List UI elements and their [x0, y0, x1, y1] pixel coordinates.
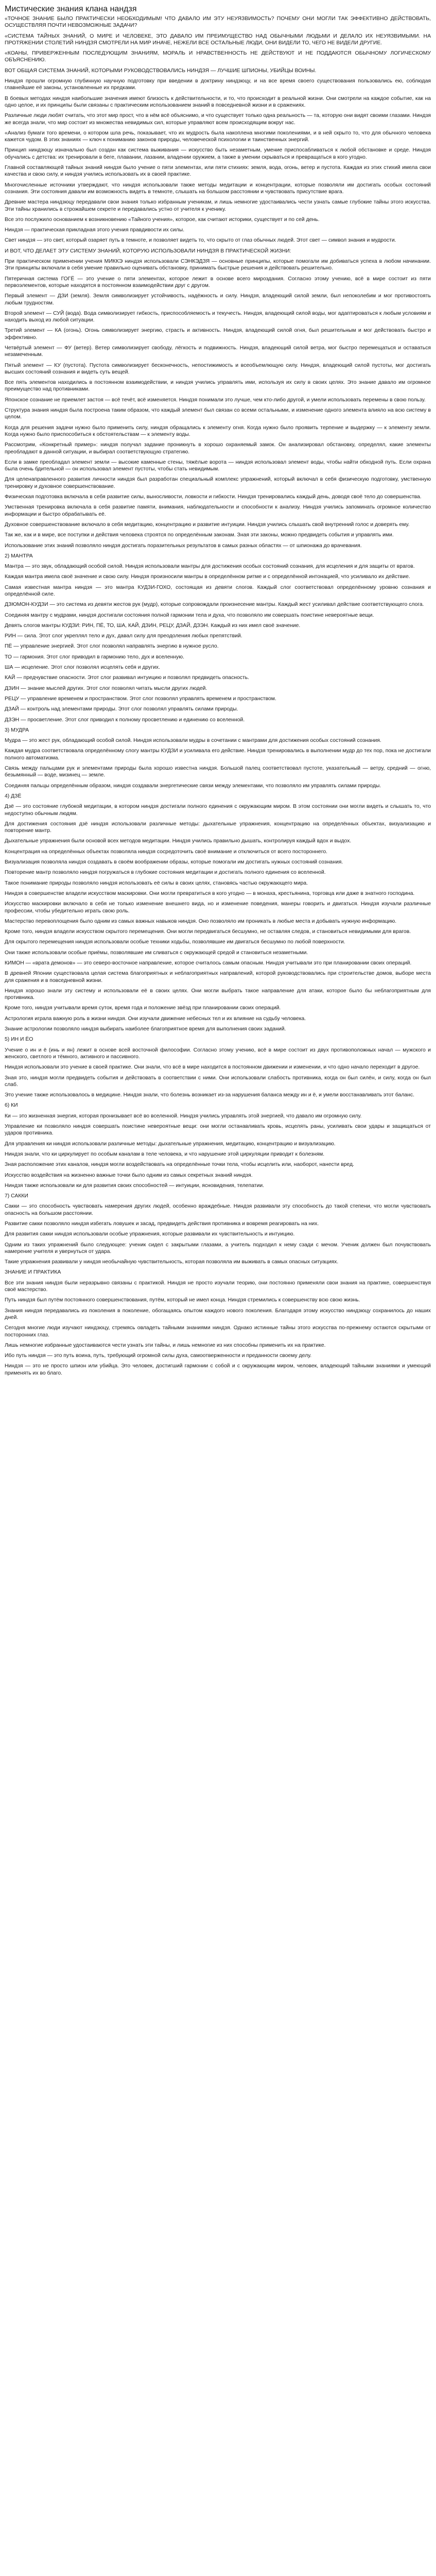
- article-paragraph: Ибо путь ниндзя — это путь воина, путь, требующий огромной силы духа, самоотверженности и преданности своему делу.: [5, 1353, 312, 1359]
- article-paragraph: Ниндзя в совершенстве владели искусством маскировки. Они могли превратиться в кого угодно — в монаха, крестьянина, торговца или даже в знатного господина.: [5, 890, 415, 896]
- article-paragraph: Учение о ин и ё (инь и ян) лежит в основе всей восточной философии. Согласно этому учению, всё в мире состоит из двух противоположных начал — мужского и женского, светлого и тёмного, активного и пассивного.: [5, 1047, 431, 1060]
- article-paragraph: Ниндзя использовали это учение в своей практике. Они знали, что всё в мире находится в постоянном движении и изменении, и что одно начало переходит в другое.: [5, 1064, 420, 1071]
- article-paragraph: Для целенаправленного развития личности ниндзя был разработан специальный комплекс упражнений, который включал в себя физическую подготовку, умственную тренировку и духовное совершенствование.: [5, 477, 431, 489]
- article-paragraph: РИН — сила. Этот слог укреплял тело и дух, давал силу для преодоления любых препятствий.: [5, 633, 242, 639]
- article-paragraph: Концентрация на определённых объектах позволяла ниндзя сосредоточить своё внимание и отключиться от всего постороннего.: [5, 849, 328, 855]
- article-paragraph: Использование этих знаний позволяло ниндзя достигать поразительных результатов в самых разных областях — от шпионажа до врачевания.: [5, 543, 362, 549]
- article-paragraph: В древней Японии существовала целая система благоприятных и неблагоприятных направлений, которой руководствовались при строительстве домов, выборе места для сражения и в повседневной жизни.: [5, 971, 431, 984]
- article-paragraph: 7) САККИ: [5, 1193, 28, 1199]
- article-paragraph: Так же, как и в мире, все поступки и действия человека строятся по определённым законам. Зная эти законы, можно предвидеть события и управлять ими.: [5, 532, 394, 538]
- article-paragraph: Они также использовали особые приёмы, позволявшие им сливаться с окружающей средой и становиться незаметными.: [5, 950, 308, 956]
- article-paragraph: Мудра — это жест рук, обладающий особой силой. Ниндзя использовали мудры в сочетании с мантрами для достижения особых состояний сознания.: [5, 738, 381, 744]
- article-paragraph: Астрология играла важную роль в жизни ниндзя. Они изучали движение небесных тел и их влияние на судьбу человека.: [5, 1015, 306, 1022]
- article-paragraph: Знание астрологии позволяло ниндзя выбирать наиболее благоприятное время для выполнения своих заданий.: [5, 1026, 286, 1032]
- article-paragraph: Ниндзя хорошо знали эту систему и использовали её в своих целях. Они могли выбрать такое направление для атаки, которое было бы неблагоприятным для противника.: [5, 988, 431, 1001]
- article-paragraph: 2) МАНТРА: [5, 553, 33, 559]
- article-paragraph: Ки — это жизненная энергия, которая пронизывает всё во вселенной. Ниндзя учились управлять этой энергией, что давало им огромную силу.: [5, 1113, 362, 1119]
- article-paragraph: Дзё — это состояние глубокой медитации, в котором ниндзя достигали полного единения с окружающим миром. В этом состоянии они могли видеть и слышать то, что недоступно обычным людям.: [5, 804, 431, 817]
- article-paragraph: Ниндзя также использовали ки для развития своих способностей — интуиции, ясновидения, телепатии.: [5, 1182, 265, 1189]
- article-paragraph: Третий элемент — КА (огонь). Огонь символизирует энергию, страсть и активность. Ниндзя, владеющий силой огня, был решительным и мог действовать быстро и эффективно.: [5, 328, 431, 341]
- article-paragraph: Все эти знания ниндзя были неразрывно связаны с практикой. Ниндзя не просто изучали теорию, они постоянно применяли свои знания на практике, совершенствуя своё мастерство.: [5, 1280, 431, 1293]
- article-paragraph: Ниндзя — практическая прикладная этого учения правдивости их силы.: [5, 227, 185, 233]
- article-paragraph: «Анализ бумаги того времени, о котором шла речь, показывает, что их мудрость была накоплена многими поколениями, и в ней скрыто то, что для обычного человека кажется чудом. В этих знаниях — ключ к пониманию законов природы, человеческой психологии и таинственных энергий.: [5, 130, 431, 143]
- article-paragraph: Ниндзя знали, что ки циркулирует по особым каналам в теле человека, и что нарушение этой циркуляции приводит к болезням.: [5, 1151, 325, 1157]
- article-paragraph: Лишь немногие избранные удостаиваются чести узнать эти тайны, и лишь немногие из них способны применить их на практике.: [5, 1342, 326, 1348]
- article-paragraph: ДЗЭН — просветление. Этот слог приводил к полному просветлению и единению со вселенной.: [5, 717, 245, 723]
- article-paragraph: Когда для решения задачи нужно было применить силу, ниндзя обращались к элементу огня. Когда нужно было проявить терпение и выдержку — к элементу земли. Когда нужно было приспособиться к обстоятельствам — к элементу воды.: [5, 425, 431, 437]
- article-paragraph: Ниндзя — это не просто шпион или убийца. Это человек, достигший гармонии с собой и с окружающим миром, человек, владеющий тайными знаниями и умеющий применять их во благо.: [5, 1363, 431, 1376]
- article-paragraph: Для скрытого перемещения ниндзя использовали особые техники ходьбы, позволявшие им двигаться бесшумно по любой поверхности.: [5, 939, 345, 945]
- article-paragraph: Такое понимание природы позволяло ниндзя использовать её силы в своих целях, становясь частью окружающего мира.: [5, 880, 308, 886]
- article-paragraph: Каждая мудра соответствовала определённому слогу мантры КУДЗИ и усиливала его действие. Ниндзя тренировались в выполнении мудр до тех пор, пока не достигали полного автоматизма.: [5, 748, 431, 761]
- article-paragraph: Для развития сакки ниндзя использовали особые упражнения, которые развивали их чувствительность и интуицию.: [5, 1231, 295, 1238]
- article-body: [5, 15, 431, 1377]
- article-paragraph: Главной составляющей тайных знаний ниндзя было учение о пяти элементах, или пяти стихиях: земля, вода, огонь, ветер и пустота. Каждая из этих стихий имела свои качества и свою силу, и ниндзя учились использовать их в своей практике.: [5, 165, 431, 178]
- article-paragraph: ША — исцеление. Этот слог позволял исцелять себя и других.: [5, 665, 161, 671]
- article-paragraph: Девять слогов мантры КУДЗИ: РИН, ПЁ, ТО, ША, КАЙ, ДЗИН, РЕЦУ, ДЗАЙ, ДЗЭН. Каждый из них имел своё значение.: [5, 622, 301, 629]
- article-paragraph: Визуализация позволяла ниндзя создавать в своём воображении образы, которые помогали им достигать нужных состояний сознания.: [5, 859, 343, 866]
- article-paragraph: 5) ИН И ЁО: [5, 1037, 33, 1043]
- article-paragraph: Повторение мантр позволяло ниндзя погружаться в глубокие состояния медитации и достигать полного единения со вселенной.: [5, 870, 326, 876]
- article-paragraph: Второй элемент — СУЙ (вода). Вода символизирует гибкость, приспособляемость и текучесть. Ниндзя, владеющий силой воды, мог адаптироваться к любым условиям и находить выход из любой ситуации.: [5, 310, 431, 324]
- article-paragraph: 3) МУДРА: [5, 727, 29, 733]
- article-paragraph: Все это послужило основанием к возникновению «Тайного учения», которое, как считают историки, существует и по сей день.: [5, 216, 320, 223]
- article-paragraph: Первый элемент — ДЗИ (земля). Земля символизирует устойчивость, надёжность и силу. Ниндзя, владеющий силой земли, был непоколебим и мог противостоять любым трудностям.: [5, 293, 431, 306]
- article-paragraph: Одним из таких упражнений было следующее: ученик сидел с закрытыми глазами, а учитель подходил к нему сзади с мечом. Ученик должен был почувствовать намерение учителя и увернуться от удара.: [5, 1242, 431, 1255]
- article-paragraph: В боевых методах ниндзя наибольшие значения имеют близость к действительности, и то, что происходит в реальной жизни. Они смотрели на каждое событие, как на одно целое, и их принципы были связаны с практическим использованием знаний в повседневной жизни и в сражениях.: [5, 95, 431, 108]
- article-paragraph: Знания ниндзя передавались из поколения в поколение, обогащаясь опытом каждого нового поколения. Благодаря этому искусство ниндзюцу сохранилось до наших дней.: [5, 1308, 431, 1320]
- article-paragraph: Для управления ки ниндзя использовали различные методы: дыхательные упражнения, медитацию, концентрацию и визуализацию.: [5, 1141, 336, 1147]
- article-paragraph: Развитие сакки позволяло ниндзя избегать ловушек и засад, предвидеть действия противника и вовремя реагировать на них.: [5, 1221, 319, 1227]
- article-title: Мистические знания клана нандзя: [5, 5, 137, 13]
- article-paragraph: Кроме того, ниндзя учитывали время суток, время года и положение звёзд при планировании своих операций.: [5, 1005, 281, 1011]
- article-paragraph: Сегодня многие люди изучают ниндзюцу, стремясь овладеть тайными знаниями ниндзя. Однако истинные тайны этого искусства по-прежнему остаются скрытыми от посторонних глаз.: [5, 1325, 431, 1338]
- article-paragraph: Каждая мантра имела своё значение и свою силу. Ниндзя произносили мантры в определённом ритме и с определённой интонацией, что усиливало их действие.: [5, 574, 410, 580]
- article-paragraph: Умственная тренировка включала в себя развитие памяти, внимания, наблюдательности и способности к анализу. Ниндзя учились запоминать огромное количество информации и быстро обрабатывать её.: [5, 504, 431, 517]
- article-paragraph: ЗНАНИЕ И ПРАКТИКА: [5, 1269, 61, 1276]
- article-paragraph: ДЗЮМОН-КУДЗИ — это система из девяти жестов рук (мудр), которые сопровождали произнесение мантры. Каждый жест усиливал действие соответствующего слога.: [5, 602, 424, 608]
- article-paragraph: Связь между пальцами рук и элементами природы была хорошо известна ниндзя. Большой палец соответствовал пустоте, указательный — ветру, средний — огню, безымянный — воде, мизинец — земле.: [5, 766, 431, 778]
- article-paragraph: Структура знания ниндзя была построена таким образом, что каждый элемент был связан со всеми остальными, и изменение одного элемента влияло на всю систему в целом.: [5, 408, 431, 420]
- article-paragraph: РЕЦУ — управление временем и пространством. Этот слог позволял управлять временем и пространством.: [5, 696, 276, 702]
- article-paragraph: Управление ки позволяло ниндзя совершать поистине невероятные вещи: они могли останавливать кровь, исцелять раны, усиливать свои удары и защищаться от ударов противника.: [5, 1124, 431, 1137]
- article-paragraph: Пятый элемент — КУ (пустота). Пустота символизирует бесконечность, непостижимость и всеобъемлющую силу. Ниндзя, владеющий силой пустоты, мог достигать высших состояний сознания и видеть суть вещей.: [5, 362, 431, 375]
- article-paragraph: КИМОН — «врата демонов» — это северо-восточное направление, которое считалось самым опасным. Ниндзя учитывали это при планировании своих операций.: [5, 960, 412, 966]
- article-paragraph: Духовное совершенствование включало в себя медитацию, концентрацию и развитие интуиции. Ниндзя учились слышать свой внутренний голос и доверять ему.: [5, 521, 410, 528]
- article-paragraph: «КОАНЫ, ПРИВЕРЖЕННЫМ ПОСЛЕДУЮЩИМ ЗНАНИЯМ, МОРАЛЬ И НРАВСТВЕННОСТЬ НЕ ДЕЙСТВУЮТ И НЕ ПОДДАЮТСЯ ОБЫЧНОМУ ЛОГИЧЕСКОМУ ОБЪЯСНЕНИЮ.: [5, 50, 431, 63]
- article-paragraph: ТО — гармония. Этот слог приводил в гармонию тело, дух и вселенную.: [5, 654, 184, 660]
- article-paragraph: Это учение также использовалось в медицине. Ниндзя знали, что болезнь возникает из-за нарушения баланса между ин и ё, и умели восстанавливать этот баланс.: [5, 1092, 414, 1098]
- article-paragraph: «СИСТЕМА ТАЙНЫХ ЗНАНИЙ, О МИРЕ И ЧЕЛОВЕКЕ, ЭТО ДАВАЛО ИМ ПРЕИМУЩЕСТВО НАД ОБЫЧНЫМИ ЛЮДЬМИ И ДЕЛАЛО ИХ НЕУЯЗВИМЫМИ. НА ПРОТЯЖЕНИИ СТОЛЕТИЙ НИНДЗЯ СМОТРЕЛИ НА МИР ИНАЧЕ, НЕЖЕЛИ ВСЕ ОСТАЛЬНЫЕ ЛЮДИ, ОНИ ВИДЕЛИ ТО, ЧЕГО НЕ ВИДЕЛИ ДРУГИЕ.: [5, 33, 431, 46]
- article-paragraph: Дыхательные упражнения были основой всех методов медитации. Ниндзя учились правильно дышать, контролируя каждый вдох и выдох.: [5, 838, 352, 844]
- article-paragraph: ПЁ — управление энергией. Этот слог позволял направлять энергию в нужное русло.: [5, 643, 219, 650]
- article-paragraph: Зная расположение этих каналов, ниндзя могли воздействовать на определённые точки тела, чтобы исцелить или, наоборот, нанести вред.: [5, 1162, 354, 1168]
- article-paragraph: КАЙ — предчувствие опасности. Этот слог развивал интуицию и позволял предвидеть опасность.: [5, 675, 250, 681]
- article-paragraph: Японское сознание не приемлет застоя — всё течёт, всё изменяется. Ниндзя понимали это лучше, чем кто-либо другой, и умели использовать перемены в свою пользу.: [5, 397, 426, 403]
- article-paragraph: Искусство воздействия на жизненно важные точки было одним из самых секретных знаний ниндзя.: [5, 1172, 253, 1178]
- article-paragraph: 6) КИ: [5, 1103, 18, 1109]
- article-paragraph: Кроме того, ниндзя владели искусством скрытого перемещения. Они могли передвигаться бесшумно, не оставляя следов, и становиться невидимыми для врагов.: [5, 929, 411, 935]
- article-paragraph: ДЗАЙ — контроль над элементами природы. Этот слог позволял управлять силами природы.: [5, 706, 238, 713]
- article-paragraph: Пятеричная система ГОГЁ — это учение о пяти элементах, которое лежит в основе всего мироздания. Согласно этому учению, всё в мире состоит из пяти первоэлементов, которые находятся в постоянном взаимодействии друг с другом.: [5, 276, 431, 289]
- article-paragraph: Различные люди любят считать, что этот мир прост, что в нём всё объяснимо, и что существует только одна реальность — та, которую они видят своими глазами. Ниндзя же всегда знали, что мир состоит из множества невидимых сил, которые управляют всем происходящим вокруг нас.: [5, 113, 431, 126]
- article-paragraph: Искусство маскировки включало в себя не только изменение внешнего вида, но и изменение поведения, манеры говорить и двигаться. Ниндзя изучали различные профессии, чтобы убедительно играть свою роль.: [5, 901, 431, 914]
- article-paragraph: Зная это, ниндзя могли предвидеть события и действовать в соответствии с ними. Они использовали слабость противника, когда он был силён, и силу, когда он был слаб.: [5, 1075, 431, 1088]
- article-paragraph: Четвёртый элемент — ФУ (ветер). Ветер символизирует свободу, лёгкость и подвижность. Ниндзя, владеющий силой ветра, мог быстро перемещаться и оставаться незамеченным.: [5, 345, 431, 358]
- article-paragraph: Если в замке преобладал элемент земли — высокие каменные стены, тяжёлые ворота — ниндзя использовал элемент воды, чтобы найти обходной путь. Если охрана была очень бдительной — он использовал элемент пустоты, чтобы стать невидимым.: [5, 459, 431, 472]
- article-paragraph: Соединяя мантру с мудрами, ниндзя достигали состояния полной гармонии тела и духа, что позволяло им совершать поистине невероятные вещи.: [5, 612, 374, 618]
- article-paragraph: Принцип ниндзюцу изначально был создан как система выживания — искусство быть незаметным, умение приспосабливаться к любой обстановке и среде. Ниндзя обучались с детства: их тренировали в беге, плавании, лазании, владении оружием, а также в умении скрываться и превращаться в кого угодно.: [5, 147, 431, 160]
- article-paragraph: 4) ДЗЁ: [5, 793, 22, 799]
- article-paragraph: Сакки — это способность чувствовать намерения других людей, особенно враждебные. Ниндзя развивали эту способность до такой степени, что могли чувствовать опасность на большом расстоянии.: [5, 1204, 431, 1216]
- article-paragraph: Многочисленные источники утверждают, что ниндзя использовали также методы медитации и концентрации, которые позволяли им достигать особых состояний сознания. Эти состояния давали им возможность видеть в темноте, слышать на большом расстоянии и чувствовать присутствие врага.: [5, 182, 431, 195]
- article-paragraph: Такие упражнения развивали у ниндзя необычайную чувствительность, которая позволяла им выживать в самых опасных ситуациях.: [5, 1259, 339, 1265]
- article-paragraph: И ВОТ, ЧТО ДЕЛАЕТ ЭТУ СИСТЕМУ ЗНАНИЙ, КОТОРУЮ ИСПОЛЬЗОВАЛИ НИНДЗЯ В ПРАКТИЧЕСКОЙ ЖИЗНИ:: [5, 248, 291, 254]
- article-paragraph: Древние мастера ниндзюцу передавали свои знания только избранным ученикам, и лишь немногие удостаивались чести узнать самые глубокие тайны этого искусства. Эти тайны хранились в строжайшем секрете и передавались устно от учителя к ученику.: [5, 199, 431, 212]
- article-paragraph: Мантра — это звук, обладающий особой силой. Ниндзя использовали мантры для достижения особых состояний сознания, для исцеления и для защиты от врагов.: [5, 564, 415, 570]
- article-paragraph: Физическая подготовка включала в себя развитие силы, выносливости, ловкости и гибкости. Ниндзя тренировались каждый день, доводя своё тело до совершенства.: [5, 494, 422, 500]
- article-paragraph: Свет ниндзя — это свет, который озаряет путь в темноте, и позволяет видеть то, что скрыто от глаз обычных людей. Этот свет — символ знания и мудрости.: [5, 238, 396, 244]
- article-paragraph: «ТОЧНОЕ ЗНАНИЕ БЫЛО ПРАКТИЧЕСКИ НЕОБХОДИМЫМ! ЧТО ДАВАЛО ИМ ЭТУ НЕУЯЗВИМОСТЬ? ПОЧЕМУ ОНИ МОГЛИ ТАК ЭФФЕКТИВНО ДЕЙСТВОВАТЬ, ОСУЩЕСТВЛЯЯ ПОЧТИ НЕВОЗМОЖНЫЕ ЗАДАЧИ?: [5, 16, 431, 29]
- article-paragraph: При практическом применении учения МИККЭ ниндзя использовали СЭНКЭДЗЯ — основные принципы, которые помогали им добиваться успеха в любом начинании. Эти принципы включали в себя умение правильно оценивать обстановку, принимать быстрые решения и действовать решительно.: [5, 259, 431, 272]
- article-paragraph: Ниндзя прошли огромную глубинную научную подготовку при введении в доктрину ниндзюцу, и на все время своего существования пользовались ею, соблюдая главнейшие её законы, установленные их предками.: [5, 78, 431, 91]
- article-paragraph: Путь ниндзя был путём постоянного совершенствования, путём, который не имел конца. Ниндзя стремились к совершенству всю свою жизнь.: [5, 1297, 360, 1303]
- article-paragraph: Мастерство перевоплощения было одним из самых важных навыков ниндзя. Оно позволяло им проникать в любые места и добывать нужную информацию.: [5, 918, 397, 924]
- article-paragraph: Для достижения состояния дзё ниндзя использовали различные методы: дыхательные упражнения, концентрацию на определённых объектах, визуализацию и повторение мантр.: [5, 821, 431, 834]
- article-paragraph: Рассмотрим, «Конкретный пример»: ниндзя получал задание проникнуть в хорошо охраняемый замок. Он анализировал обстановку, определял, какие элементы преобладают в данной ситуации, и выбирал соответствующую стратегию.: [5, 442, 431, 455]
- article-paragraph: ВОТ ОБЩАЯ СИСТЕМА ЗНАНИЙ, КОТОРЫМИ РУКОВОДСТВОВАЛИСЬ НИНДЗЯ — ЛУЧШИЕ ШПИОНЫ, УБИЙЦЫ ВОИНЫ.: [5, 67, 317, 74]
- article-paragraph: ДЗИН — знание мыслей других. Этот слог позволял читать мысли других людей.: [5, 685, 207, 691]
- article-paragraph: Соединяя пальцы определённым образом, ниндзя создавали энергетические связи между элементами, что позволяло им управлять силами природы.: [5, 783, 381, 789]
- article-paragraph: Все пять элементов находились в постоянном взаимодействии, и ниндзя учились управлять ими, используя их силу в своих целях. Это знание давало им огромное преимущество над противниками.: [5, 380, 431, 393]
- article-paragraph: Самая известная мантра ниндзя — это мантра КУДЗИ-ГОХО, состоящая из девяти слогов. Каждый слог соответствовал определённому уровню сознания и определённой силе.: [5, 584, 431, 597]
